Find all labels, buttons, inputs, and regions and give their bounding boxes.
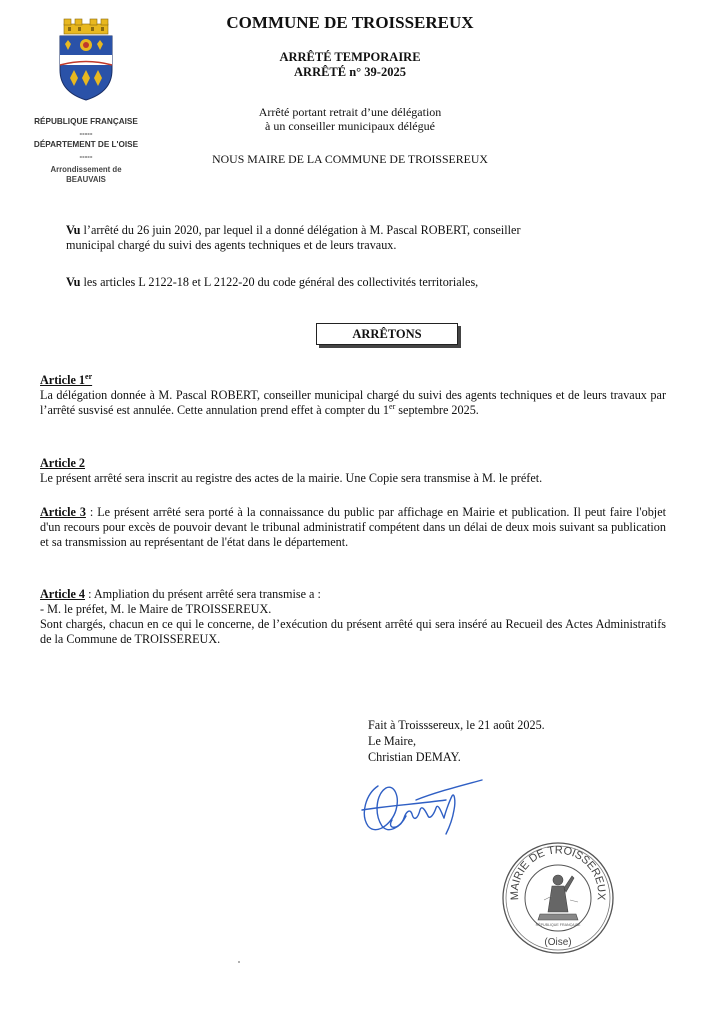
article-3	[40, 505, 666, 550]
svg-text:MAIRIE DE TROISSEREUX: MAIRIE DE TROISSEREUX	[508, 844, 608, 901]
visa-1-vu: Vu	[66, 223, 81, 237]
article-4-line2: - M. le préfet, M. le Maire de TROISSEREUX.	[40, 602, 272, 616]
article-4-line3: Sont chargés, chacun en ce qui le concerne, de l’exécution du présent arrêté qui sera inséré au Recueil des Actes Administratifs de la Commune de TROISSEREUX.	[40, 617, 666, 646]
visa-1	[66, 223, 666, 253]
signatory-role: Le Maire,	[368, 734, 417, 748]
article-1-heading: Article 1er	[40, 371, 93, 387]
departement-label: DÉPARTEMENT DE L'OISE	[33, 140, 139, 149]
article-2	[40, 456, 666, 486]
article-2-heading: Article 2	[40, 456, 86, 470]
article-1-text: La délégation donnée à M. Pascal ROBERT, conseiller municipal chargé du suivi des agents techniques et de leurs travaux par l’arrêté susvisé est annulée. Cette annulation prend effet à compter du 1er septembre 2025.	[40, 388, 666, 417]
mairie-stamp	[500, 840, 616, 956]
article-1	[40, 373, 666, 418]
handwritten-signature	[356, 770, 484, 840]
place-date: Fait à Troisssereux, le 21 août 2025.	[368, 718, 545, 732]
visa-1-line1: l’arrêté du 26 juin 2020, par lequel il a donné délégation à M. Pascal ROBERT, conseiller	[80, 223, 521, 237]
arretons-heading: ARRÊTONS	[316, 323, 458, 345]
svg-text:RÉPUBLIQUE FRANÇAISE: RÉPUBLIQUE FRANÇAISE	[535, 923, 581, 927]
page-title: COMMUNE DE TROISSEREUX	[226, 13, 474, 32]
arrete-number: ARRÊTÉ n° 39-2025	[294, 65, 406, 79]
objet-line-1: Arrêté portant retrait d’une délégation	[258, 105, 442, 119]
visa-2-vu: Vu	[66, 275, 81, 289]
republique-label: RÉPUBLIQUE FRANÇAISE	[34, 117, 138, 126]
article-3-text: : Le présent arrêté sera porté à la connaissance du public par affichage en Mairie et publication. Il peut faire l'objet d'un recours pour excès de pouvoir devant le tribunal administratif compétent dans un délai de deux mois suivant sa publication et sa transmission au représentant de l'état dans le département.	[40, 505, 666, 549]
arrondissement-name: BEAUVAIS	[66, 175, 106, 184]
separator-2: -----	[79, 152, 93, 161]
visa-2-line1: les articles L 2122-18 et L 2122-20 du code général des collectivités territoriales,	[80, 275, 479, 289]
visa-1-line2: municipal chargé du suivi des agents techniques et de leurs travaux.	[66, 238, 397, 252]
arrete-type: ARRÊTÉ TEMPORAIRE	[279, 50, 421, 64]
nous-maire-line: NOUS MAIRE DE LA COMMUNE DE TROISSEREUX	[212, 152, 488, 166]
separator-1: -----	[79, 129, 93, 138]
signatory-name: Christian DEMAY.	[368, 750, 461, 764]
coat-of-arms-logo	[54, 18, 118, 102]
article-2-text: Le présent arrêté sera inscrit au registre des actes de la mairie. Une Copie sera transmise à M. le préfet.	[40, 471, 543, 485]
article-4-text: : Ampliation du présent arrêté sera transmise a :	[85, 587, 321, 601]
visa-2	[66, 275, 666, 290]
article-4	[40, 587, 666, 647]
scan-speck	[238, 961, 240, 963]
svg-text:(Oise): (Oise)	[544, 937, 572, 948]
objet-line-2: à un conseiller municipaux délégué	[265, 119, 435, 133]
article-4-heading: Article 4	[40, 587, 86, 601]
arrondissement-label: Arrondissement de	[50, 165, 122, 174]
article-3-heading: Article 3	[40, 505, 86, 519]
